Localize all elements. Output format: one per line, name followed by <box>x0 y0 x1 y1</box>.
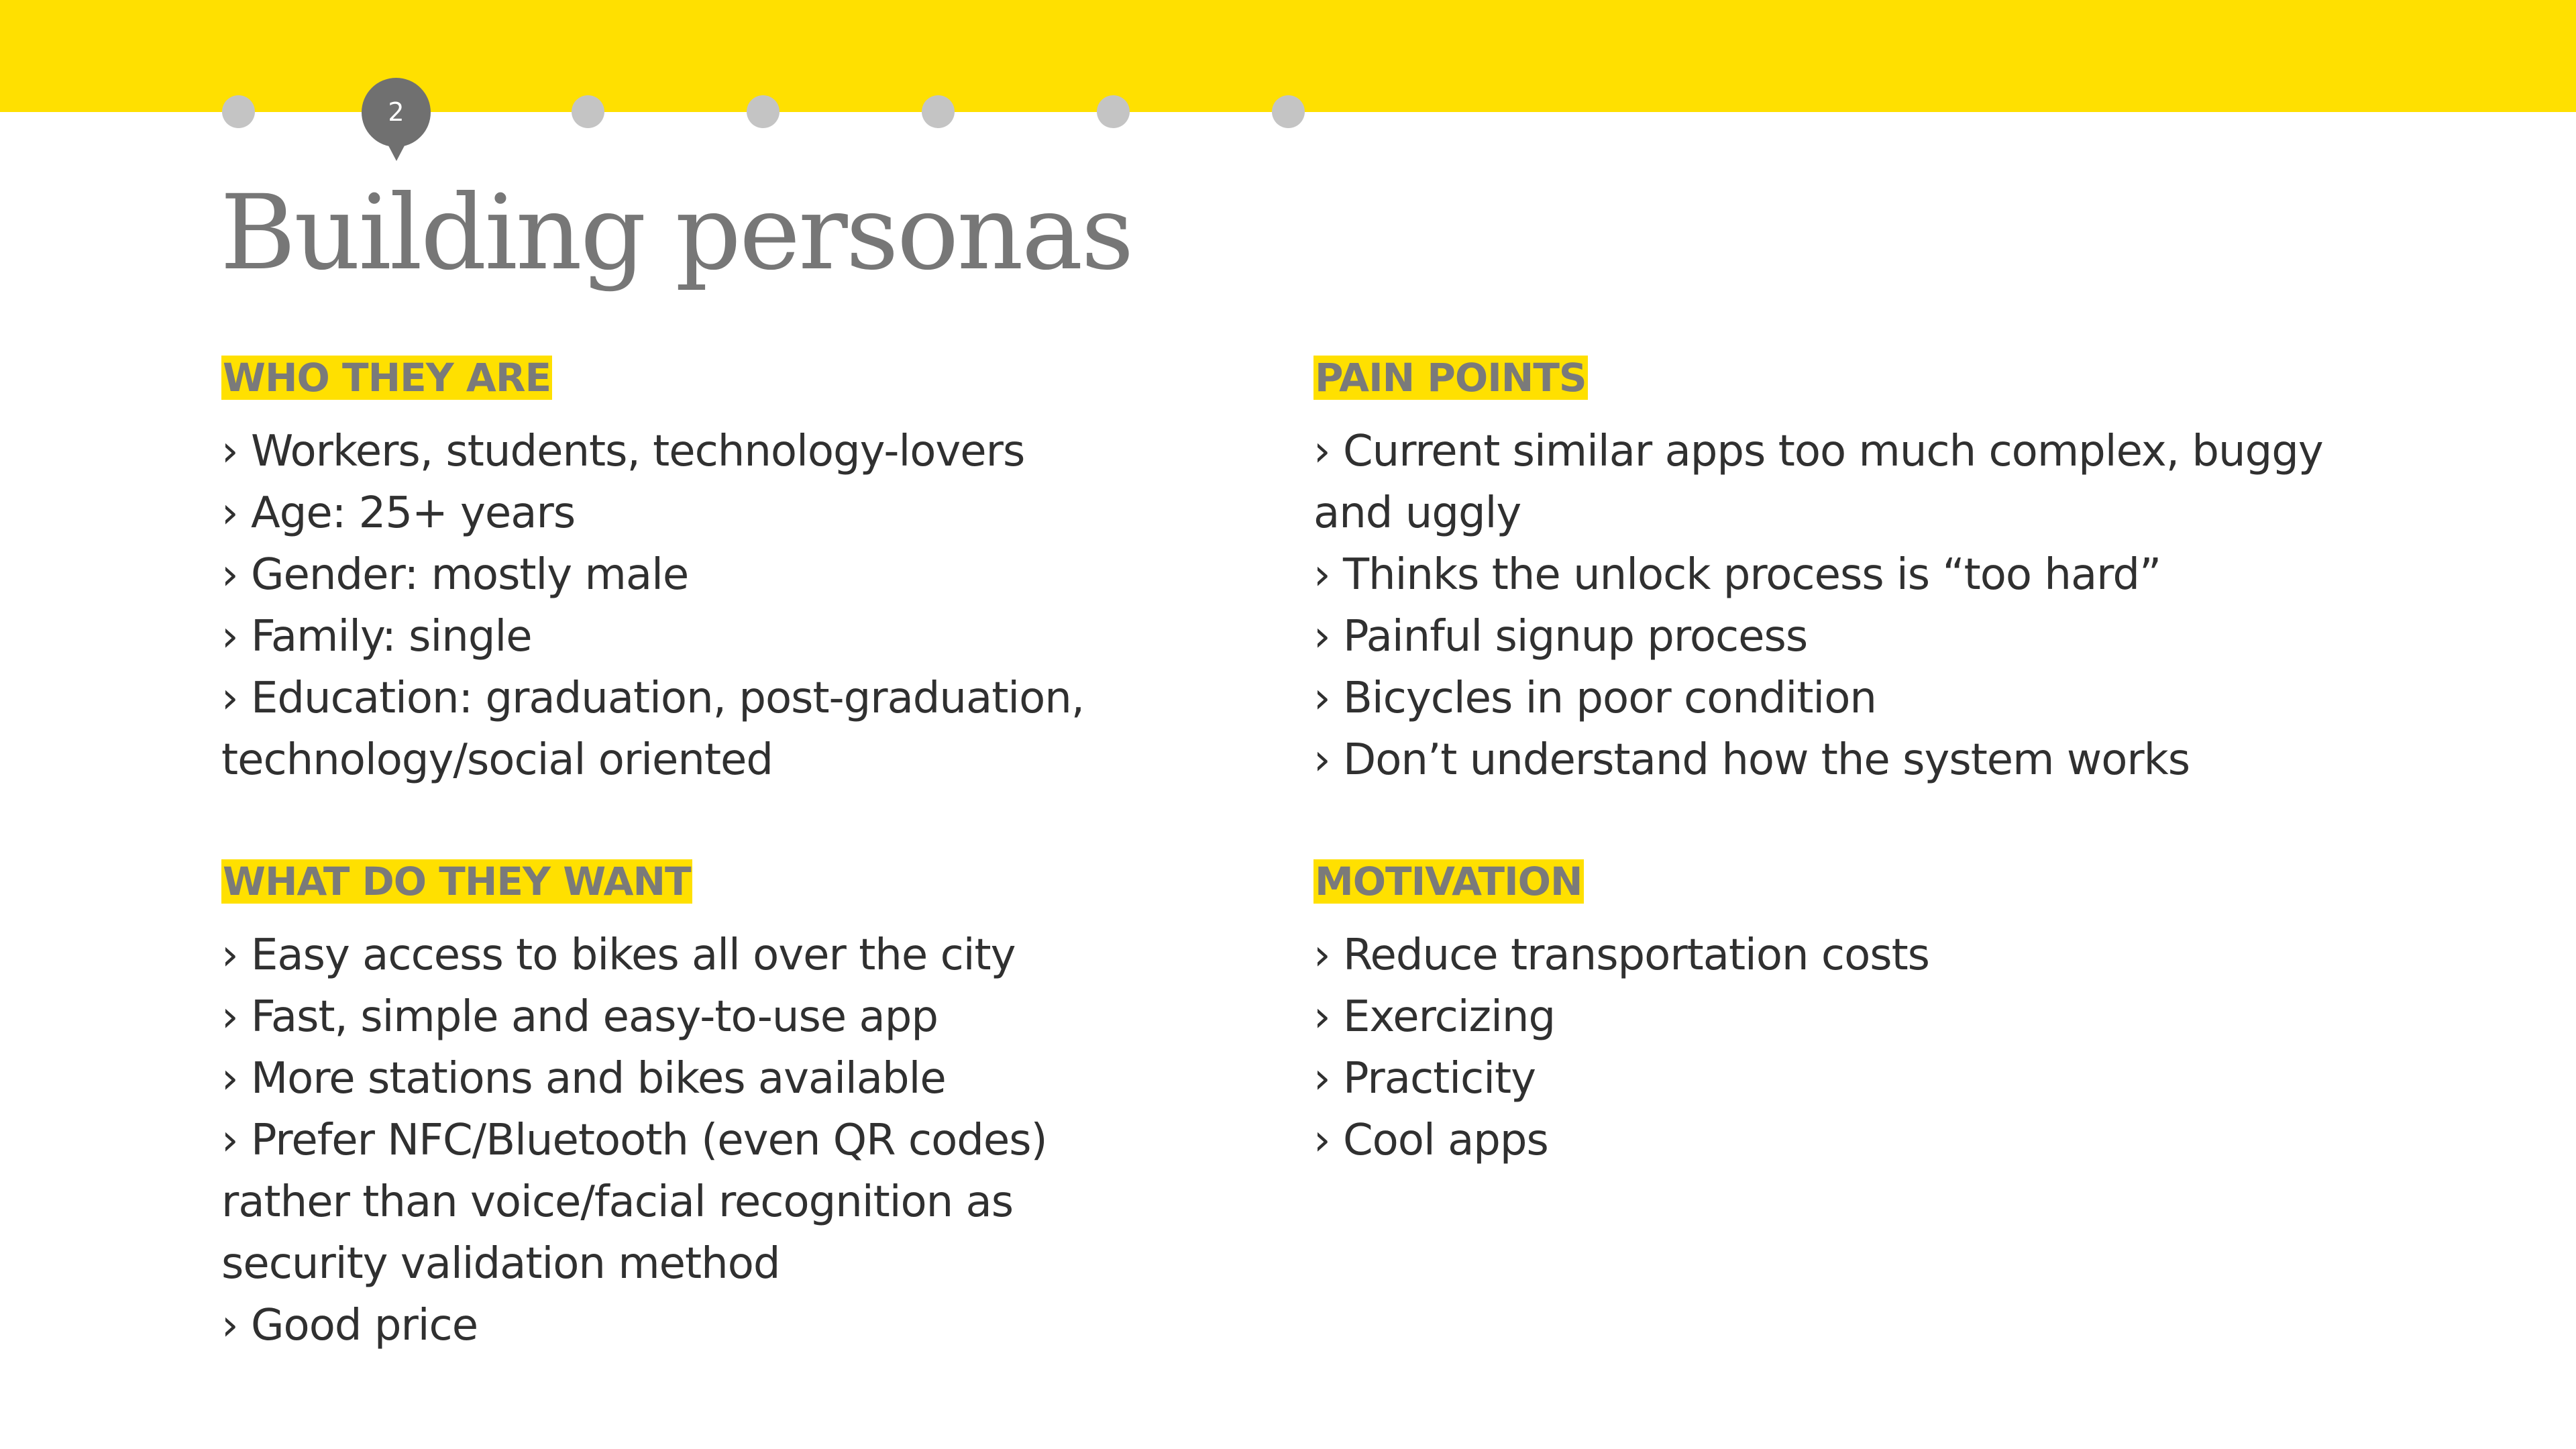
progress-current-step: 2 <box>388 97 405 127</box>
section-pain-points <box>1313 356 2387 791</box>
list-item: › Good price <box>221 1301 478 1350</box>
list-item: › Bicycles in poor condition <box>1313 674 1876 723</box>
page-title: Building personas <box>220 173 1132 293</box>
progress-dot-7 <box>1272 95 1305 128</box>
section-list <box>1313 924 2387 1171</box>
section-heading: PAIN POINTS <box>1315 355 1587 400</box>
list-item: › Cool apps <box>1313 1116 1548 1165</box>
section-heading: WHO THEY ARE <box>223 355 551 400</box>
list-item: › Age: 25+ years <box>221 488 576 538</box>
section-heading: MOTIVATION <box>1315 859 1582 904</box>
section-list <box>221 924 1187 1356</box>
list-item: › Workers, students, technology-lovers <box>221 427 1025 476</box>
list-item: › Family: single <box>221 612 532 661</box>
list-item: › Education: graduation, post-graduation, technology/social oriented <box>221 674 1085 785</box>
list-item: › More stations and bikes available <box>221 1054 946 1104</box>
section-list <box>1313 421 2387 791</box>
list-item: › Easy access to bikes all over the city <box>221 930 1016 980</box>
progress-dot-5 <box>922 95 955 128</box>
list-item: › Don’t understand how the system works <box>1313 735 2190 785</box>
section-motivation <box>1313 859 2387 1171</box>
progress-dot-1 <box>222 95 255 128</box>
list-item: › Gender: mostly male <box>221 550 689 600</box>
progress-current-marker <box>362 78 431 162</box>
list-item: › Current similar apps too much complex, buggy and uggly <box>1313 427 2323 538</box>
section-list <box>221 421 1187 791</box>
section-who-they-are <box>221 356 1187 791</box>
list-item: › Painful signup process <box>1313 612 1808 661</box>
progress-dot-3 <box>572 95 604 128</box>
section-what-they-want <box>221 859 1187 1356</box>
progress-dot-6 <box>1097 95 1130 128</box>
section-heading: WHAT DO THEY WANT <box>223 859 691 904</box>
list-item: › Practicity <box>1313 1054 1536 1104</box>
list-item: › Exercizing <box>1313 992 1556 1042</box>
list-item: › Fast, simple and easy-to-use app <box>221 992 938 1042</box>
progress-dot-4 <box>747 95 780 128</box>
list-item: › Prefer NFC/Bluetooth (even QR codes) rather than voice/facial recognition as security validation method <box>221 1116 1047 1289</box>
list-item: › Reduce transportation costs <box>1313 930 1929 980</box>
list-item: › Thinks the unlock process is “too hard” <box>1313 550 2161 600</box>
